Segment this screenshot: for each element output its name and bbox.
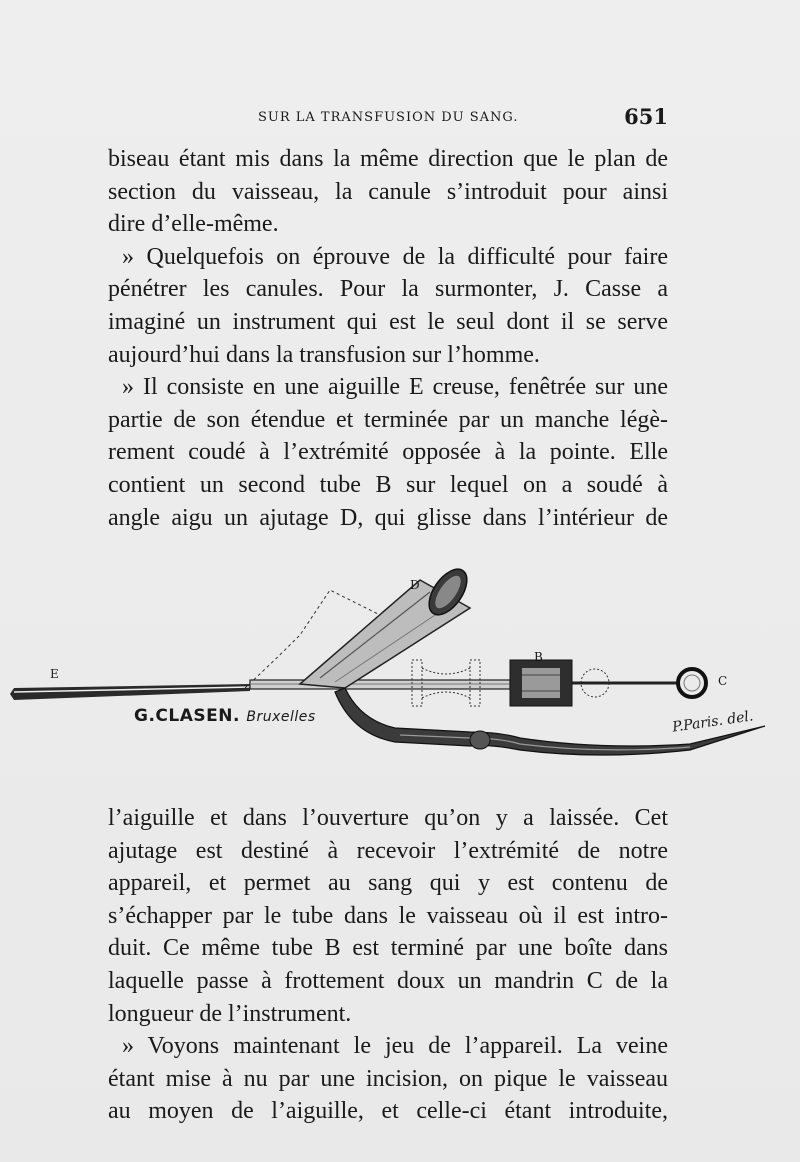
text-line: duit. Ce même tube B est terminé par une boîte dans: [108, 935, 668, 962]
text-line: l’aiguille et dans l’ouverture qu’on y a laissée. Cet: [108, 805, 668, 831]
text-line: pénétrer les canules. Pour la surmonter, J. Casse a: [108, 276, 668, 303]
text-line: » Voyons maintenant le jeu de l’appareil. La veine: [122, 1033, 668, 1060]
page-number: 651: [624, 104, 668, 129]
figure-label-d: D: [410, 578, 420, 592]
draughtsman-signature: P.Paris. del.: [671, 708, 755, 736]
instrument-figure: [0, 560, 800, 780]
text-line: laquelle passe à frottement doux un mandrin C de la: [108, 967, 668, 994]
text-line: dire d’elle-même.: [108, 211, 279, 238]
engraver-city: Bruxelles: [246, 709, 316, 725]
text-line: biseau étant mis dans la même direction que le plan de: [108, 146, 668, 172]
figure-label-c: C: [718, 674, 728, 688]
text-line: imaginé un instrument qui est le seul dont il se serve: [108, 308, 668, 335]
transfusion-instrument-illustration: [0, 560, 800, 780]
text-line: angle aigu un ajutage D, qui glisse dans l’intérieur de: [108, 504, 668, 531]
text-line: section du vaisseau, la canule s’introduit pour ainsi: [108, 178, 668, 205]
text-line: au moyen de l’aiguille, et celle-ci étant introduite,: [108, 1098, 668, 1125]
engraver-signature: [134, 706, 316, 726]
text-line: appareil, et permet au sang qui y est contenu de: [108, 870, 668, 897]
text-line: partie de son étendue et terminée par un manche légè-: [108, 406, 668, 433]
text-line: aujourd’hui dans la transfusion sur l’homme.: [108, 341, 540, 368]
text-line: s’échapper par le tube dans le vaisseau où il est intro-: [108, 902, 668, 929]
text-line: » Il consiste en une aiguille E creuse, fenêtrée sur une: [122, 374, 668, 401]
text-line: rement coudé à l’extrémité opposée à la pointe. Elle: [108, 439, 668, 466]
text-line: » Quelquefois on éprouve de la difficulté pour faire: [122, 243, 668, 270]
lower-paragraphs: [108, 802, 668, 1128]
running-title: SUR LA TRANSFUSION DU SANG.: [258, 110, 519, 125]
text-line: contient un second tube B sur lequel on a soudé à: [108, 471, 668, 498]
text-line: longueur de l’instrument.: [108, 1000, 352, 1027]
running-head: [108, 104, 668, 132]
engraver-name: G.CLASEN.: [134, 706, 240, 726]
upper-paragraphs: [108, 143, 668, 534]
text-line: étant mise à nu par une incision, on pique le vaisseau: [108, 1065, 668, 1092]
figure-label-e: E: [50, 667, 59, 681]
text-line: ajutage est destiné à recevoir l’extrémité de notre: [108, 837, 668, 864]
figure-label-b: B: [534, 650, 543, 664]
